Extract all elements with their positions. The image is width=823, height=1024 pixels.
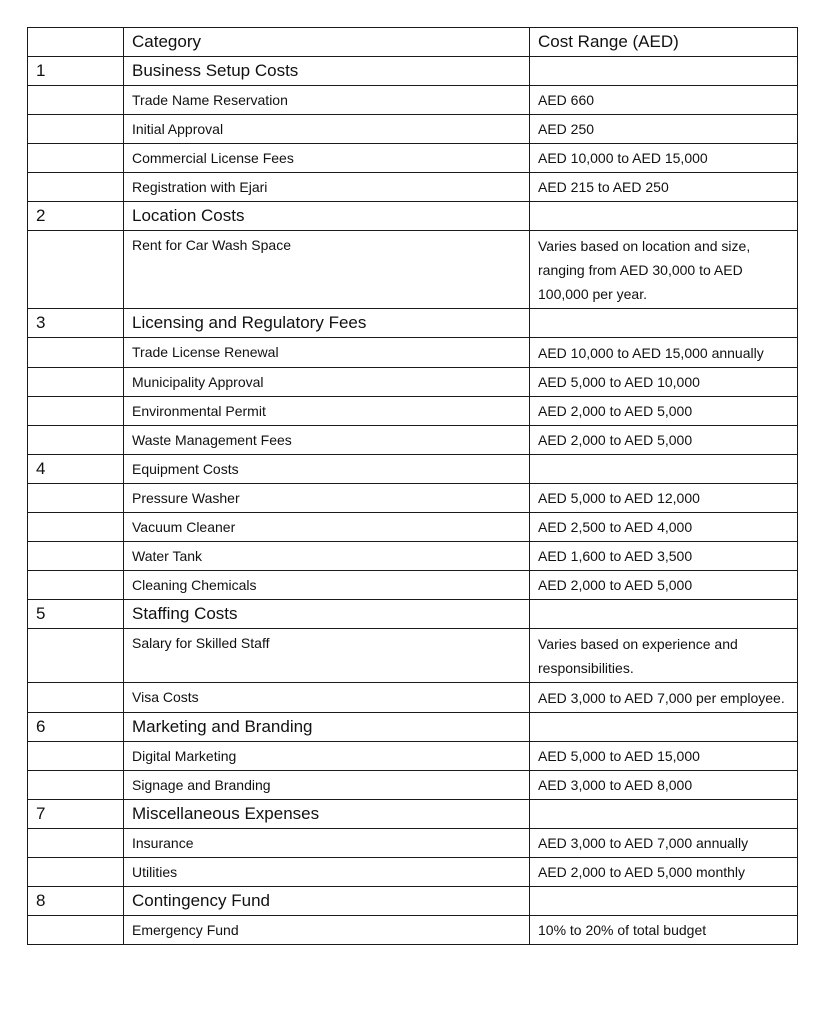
item-row [28,571,798,600]
item-cost: AED 2,000 to AED 5,000 [530,426,798,455]
item-label: Rent for Car Wash Space [124,231,530,309]
table-body [28,57,798,945]
item-label: Registration with Ejari [124,173,530,202]
section-row [28,800,798,829]
item-label: Municipality Approval [124,368,530,397]
section-cost-empty [530,800,798,829]
item-cost: AED 2,000 to AED 5,000 [530,397,798,426]
cost-table [27,27,798,945]
item-index-empty [28,916,124,945]
section-number: 5 [28,600,124,629]
item-row [28,513,798,542]
section-row [28,600,798,629]
item-cost: Varies based on experience and responsibilities. [530,629,798,683]
section-row [28,309,798,338]
item-label: Environmental Permit [124,397,530,426]
item-cost: AED 2,000 to AED 5,000 monthly [530,858,798,887]
item-label: Pressure Washer [124,484,530,513]
section-row [28,713,798,742]
item-row [28,397,798,426]
item-index-empty [28,629,124,683]
item-index-empty [28,397,124,426]
section-number: 7 [28,800,124,829]
section-title: Location Costs [124,202,530,231]
item-cost: 10% to 20% of total budget [530,916,798,945]
item-row [28,173,798,202]
item-cost: AED 3,000 to AED 7,000 annually [530,829,798,858]
item-row [28,771,798,800]
header-category: Category [124,28,530,57]
section-cost-empty [530,455,798,484]
item-label: Emergency Fund [124,916,530,945]
item-cost: AED 5,000 to AED 15,000 [530,742,798,771]
item-label: Trade Name Reservation [124,86,530,115]
section-cost-empty [530,309,798,338]
section-title: Contingency Fund [124,887,530,916]
item-label: Commercial License Fees [124,144,530,173]
item-index-empty [28,571,124,600]
section-title: Licensing and Regulatory Fees [124,309,530,338]
section-row [28,887,798,916]
item-cost: AED 10,000 to AED 15,000 annually [530,338,798,368]
item-label: Initial Approval [124,115,530,144]
item-row [28,426,798,455]
section-title: Equipment Costs [124,455,530,484]
section-title: Business Setup Costs [124,57,530,86]
section-row [28,57,798,86]
section-title: Miscellaneous Expenses [124,800,530,829]
item-label: Utilities [124,858,530,887]
item-cost: Varies based on location and size, ranging from AED 30,000 to AED 100,000 per year. [530,231,798,309]
section-cost-empty [530,713,798,742]
section-cost-empty [530,202,798,231]
item-label: Trade License Renewal [124,338,530,368]
item-cost: AED 215 to AED 250 [530,173,798,202]
item-index-empty [28,858,124,887]
item-index-empty [28,338,124,368]
item-row [28,683,798,713]
section-title: Staffing Costs [124,600,530,629]
item-label: Insurance [124,829,530,858]
item-index-empty [28,771,124,800]
item-row [28,484,798,513]
item-row [28,144,798,173]
item-cost: AED 10,000 to AED 15,000 [530,144,798,173]
item-index-empty [28,829,124,858]
item-row [28,542,798,571]
item-index-empty [28,426,124,455]
header-row [28,28,798,57]
item-cost: AED 1,600 to AED 3,500 [530,542,798,571]
section-number: 6 [28,713,124,742]
item-cost: AED 660 [530,86,798,115]
item-label: Signage and Branding [124,771,530,800]
item-cost: AED 250 [530,115,798,144]
item-row [28,86,798,115]
item-cost: AED 3,000 to AED 7,000 per employee. [530,683,798,713]
section-title: Marketing and Branding [124,713,530,742]
item-index-empty [28,742,124,771]
header-index [28,28,124,57]
item-label: Cleaning Chemicals [124,571,530,600]
section-cost-empty [530,57,798,86]
item-label: Digital Marketing [124,742,530,771]
item-index-empty [28,231,124,309]
item-index-empty [28,144,124,173]
item-label: Salary for Skilled Staff [124,629,530,683]
item-row [28,231,798,309]
item-row [28,629,798,683]
section-number: 3 [28,309,124,338]
item-index-empty [28,513,124,542]
item-label: Vacuum Cleaner [124,513,530,542]
item-index-empty [28,368,124,397]
section-number: 8 [28,887,124,916]
item-row [28,829,798,858]
item-label: Visa Costs [124,683,530,713]
section-number: 4 [28,455,124,484]
item-index-empty [28,542,124,571]
item-cost: AED 3,000 to AED 8,000 [530,771,798,800]
section-row [28,455,798,484]
item-cost: AED 2,000 to AED 5,000 [530,571,798,600]
item-index-empty [28,683,124,713]
item-index-empty [28,115,124,144]
item-row [28,742,798,771]
item-index-empty [28,86,124,115]
item-cost: AED 5,000 to AED 12,000 [530,484,798,513]
section-cost-empty [530,600,798,629]
item-cost: AED 2,500 to AED 4,000 [530,513,798,542]
item-label: Waste Management Fees [124,426,530,455]
item-row [28,338,798,368]
item-row [28,368,798,397]
item-index-empty [28,173,124,202]
section-cost-empty [530,887,798,916]
item-row [28,115,798,144]
item-index-empty [28,484,124,513]
item-row [28,916,798,945]
item-row [28,858,798,887]
item-cost: AED 5,000 to AED 10,000 [530,368,798,397]
section-number: 2 [28,202,124,231]
section-number: 1 [28,57,124,86]
item-label: Water Tank [124,542,530,571]
header-cost-range: Cost Range (AED) [530,28,798,57]
section-row [28,202,798,231]
